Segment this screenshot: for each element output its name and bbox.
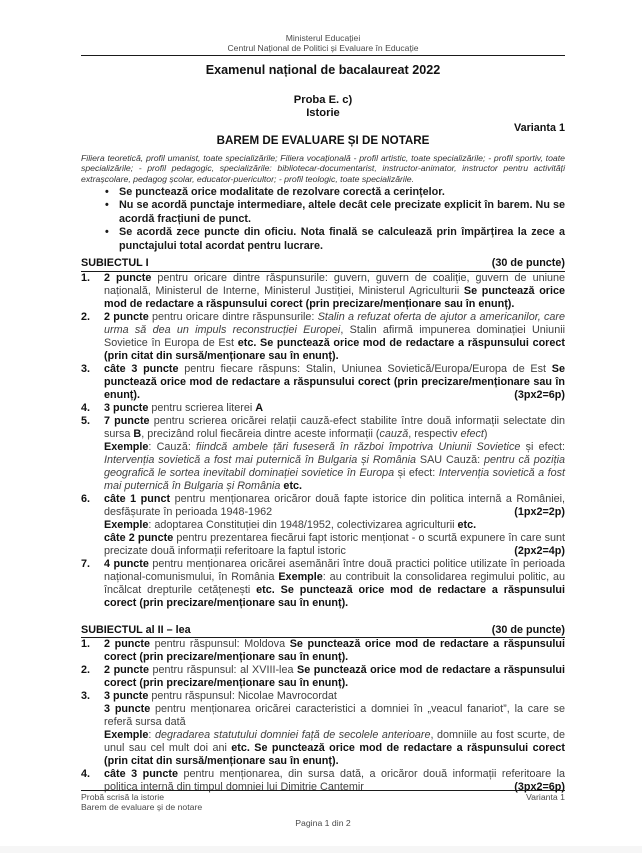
item-paragraph	[104, 363, 565, 402]
rubric-item	[81, 415, 565, 493]
text-run: Exemple	[104, 518, 149, 531]
text-run: etc.	[457, 518, 477, 531]
rubric-item	[81, 664, 565, 690]
item-paragraph	[104, 493, 565, 519]
text-run: Se punctează orice mod de redactare a răspunsului corect (prin precizare/menționare sau în enunț).	[104, 284, 565, 310]
item-body	[104, 493, 565, 558]
text-run: 3 puncte	[104, 690, 149, 703]
item-paragraph	[104, 415, 565, 441]
text-run: câte 2 puncte	[104, 531, 174, 544]
item-paragraph	[104, 638, 565, 664]
text-run: , Stalin afirmă impunerea dominației Uniunii Sovietice în Europa de Est	[104, 323, 565, 349]
item-number: 2.	[81, 310, 91, 323]
ministry-line2: Centrul Național de Politici și Evaluare în Educație	[227, 43, 419, 53]
item-number: 7.	[81, 557, 91, 570]
text-run: 2 puncte	[104, 664, 149, 677]
text-run: pentru oricare dintre răspunsurile: guvern, guvern de coaliție, guvern de uniune națională, Ministerul de Interne, Ministerul Justiției, Ministerul Agriculturii	[104, 271, 565, 297]
item-paragraph	[104, 272, 565, 311]
item-body	[104, 272, 565, 311]
text-run: 2 puncte	[104, 638, 151, 651]
item-number: 4.	[81, 401, 91, 414]
item-body	[104, 415, 565, 493]
text-run: , precizând rolul fiecăreia dintre aceste informații (	[141, 427, 380, 440]
text-run: pentru răspunsul: Nicolae Mavrocordat	[148, 690, 337, 703]
section-title: SUBIECTUL al II – lea	[81, 623, 191, 636]
item-body	[104, 638, 565, 664]
rubric-item	[81, 363, 565, 402]
item-number: 2.	[81, 664, 91, 677]
proba-line: Proba E. c)	[293, 94, 353, 106]
text-run: )	[483, 427, 488, 440]
text-run: pentru menționarea oricărei caracteristici a domniei în „veacul fanariot”, la care se referă sursa dată	[104, 703, 565, 729]
ministry-header	[81, 33, 565, 53]
section-heading	[81, 624, 565, 639]
item-number: 6.	[81, 492, 91, 505]
text-run: pentru menționarea oricărei asemănări între două practici politice utilizate în perioada național-comunismului, în România	[104, 557, 565, 583]
text-run: pentru scrierea literei	[148, 401, 256, 414]
text-run: fiindcă ambele țări fuseseră în război împotriva Uniunii Sovietice	[196, 440, 521, 453]
section	[81, 257, 565, 610]
text-run: :	[148, 729, 155, 742]
rubric-item	[81, 311, 565, 363]
item-paragraph	[104, 558, 565, 610]
item-body	[104, 690, 565, 768]
rubric-item	[81, 402, 565, 415]
score-label: (2px2=4p)	[514, 544, 565, 557]
score-label: (3px2=6p)	[514, 388, 565, 401]
ministry-line1: Ministerul Educației	[285, 33, 361, 43]
rubric-item	[81, 558, 565, 610]
page-footer	[81, 790, 565, 828]
rubric-item	[81, 493, 565, 558]
item-body	[104, 363, 565, 402]
text-run: pentru oricare dintre răspunsurile:	[148, 310, 318, 323]
footer-row	[81, 792, 565, 802]
text-run: , domniile au fost scurte, de unul sau cel mult doi ani	[104, 729, 566, 755]
text-run: 2 puncte	[104, 271, 152, 284]
page-edge-strip	[0, 846, 642, 853]
item-paragraph	[104, 402, 565, 415]
text-run: pentru scrierea oricărei relații cauză-efect stabilite între două informații selectate din sursa	[104, 414, 565, 440]
section-heading	[81, 257, 565, 272]
rules-bullet-list	[105, 186, 565, 253]
barem-title: BAREM DE EVALUARE ȘI DE NOTARE	[216, 134, 430, 148]
text-run: pentru menționarea oricăror două fapte istorice din politica internă a României, desfășurate în perioada 1948-1962	[104, 492, 565, 518]
filiera-note: Filiera teoretică, profil umanist, toate specializările; Filiera vocațională - profil artistic, toate specializările; - profil sportiv, toate specializările; - profil pedagogic, specializările: bibliotecar-documentarist, instructor-animator, instructor pentru activități extrașcolare, pedagog școlar, educator-puericultor; - profil teologic, toate specializările.	[81, 153, 565, 184]
exam-title: Examenul național de bacalaureat 2022	[205, 63, 441, 77]
sections-container	[81, 257, 565, 794]
item-paragraph	[104, 519, 565, 532]
item-number: 3.	[81, 690, 91, 703]
item-number: 1.	[81, 638, 91, 651]
text-run: etc. Se punctează orice mod de redactare a răspunsului corect (prin precizare/menționare sau în enunț).	[104, 583, 565, 609]
section-title: SUBIECTUL I	[81, 257, 149, 270]
text-run: Se punctează orice mod de redactare a răspunsului corect (prin precizare/menționare sau în enunț).	[104, 664, 565, 690]
page-number: Pagina 1 din 2	[295, 817, 351, 828]
item-paragraph	[104, 311, 565, 363]
text-run: SAU Cauză:	[416, 453, 485, 466]
text-run: Exemple	[104, 729, 149, 742]
text-run: A	[255, 401, 264, 414]
item-paragraph	[104, 729, 565, 768]
text-run: pentru fiecare răspuns: Stalin, Uniunea Sovietică/Europa/Europa de Est	[178, 362, 552, 375]
item-paragraph	[104, 532, 565, 558]
text-run: Exemple	[104, 440, 149, 453]
text-run: Se punctează orice mod de redactare a răspunsului corect (prin precizare/menționare sau în enunț).	[104, 638, 565, 664]
item-number: 3.	[81, 362, 91, 375]
text-run: pentru răspunsul: Moldova	[150, 638, 290, 651]
text-run: Se punctează orice mod de redactare a răspunsului corect (prin precizare/menționare sau în enunț).	[104, 362, 565, 401]
score-label: (3px2=6p)	[514, 781, 565, 794]
text-run: etc.	[280, 479, 303, 492]
text-run: pentru că poziția geografică le sortea inevitabil dominației sovietice în Europa	[104, 453, 565, 479]
text-run: 4 puncte	[104, 557, 149, 570]
text-run: efect	[460, 427, 484, 440]
text-run: 2 puncte	[104, 310, 149, 323]
text-run: Stalin a refuzat oferta de ajutor a americanilor, care urma să dea un impuls reconstrucției Europei	[104, 310, 566, 336]
text-run: câte 3 puncte	[104, 768, 179, 781]
text-run: Exemple	[278, 570, 323, 583]
text-run: pentru răspunsul: al XVIII-lea	[148, 664, 298, 677]
item-body	[104, 664, 565, 690]
text-run: și efect:	[394, 466, 439, 479]
section-points: (30 de puncte)	[491, 257, 565, 270]
rubric-item	[81, 272, 565, 311]
item-body	[104, 311, 565, 363]
bullet-item: • Se punctează orice modalitate de rezolvare corectă a cerințelor.	[105, 186, 565, 199]
page-content	[81, 33, 565, 794]
rubric-item	[81, 690, 565, 768]
text-run: etc. Se punctează orice mod de redactare a răspunsului corect (prin citat din sursă/menționare sau în enunț).	[104, 336, 565, 362]
text-run: B	[133, 427, 142, 440]
text-run: cauză	[379, 427, 409, 440]
text-run: pentru prezentarea fiecărui fapt istoric menționat - o scurtă expunere în care sunt precizate două informații referitoare la faptul istoric	[104, 531, 565, 557]
text-run: degradarea statutului domniei față de secolele anterioare	[154, 729, 431, 742]
section	[81, 624, 565, 795]
footer-left-line1: Probă scrisă la istorie	[81, 792, 165, 802]
item-body	[104, 558, 565, 610]
text-run: : adoptarea Constituției din 1948/1952, colectivizarea agriculturii	[148, 518, 458, 531]
item-paragraph	[104, 664, 565, 690]
text-run: 7 puncte	[104, 414, 150, 427]
footer-left-line2: Barem de evaluare și de notare	[81, 802, 203, 813]
item-number: 4.	[81, 768, 91, 781]
item-paragraph	[104, 441, 565, 493]
item-number: 1.	[81, 271, 91, 284]
text-run: pentru menționarea, din sursa dată, a oricăror două informații referitoare la politica internă din timpul domniei lui Dimitrie Cantemir	[104, 768, 565, 794]
item-paragraph	[104, 703, 565, 729]
text-run: Intervenția sovietică a fost mai puternică în Bulgaria și România	[104, 453, 417, 466]
section-points: (30 de puncte)	[491, 623, 565, 636]
variant-label: Varianta 1	[513, 122, 565, 135]
bullet-item: • Nu se acordă punctaje intermediare, altele decât cele precizate explicit în barem. Nu se acordă fracțiuni de punct.	[105, 199, 565, 226]
text-run: : Cauză:	[148, 440, 197, 453]
proba-block	[81, 94, 565, 119]
text-run: câte 1 punct	[104, 492, 171, 505]
text-run: 3 puncte	[104, 703, 151, 716]
subject-line: Istorie	[306, 106, 340, 119]
score-label: (1px2=2p)	[514, 505, 565, 518]
item-number: 5.	[81, 414, 91, 427]
footer-variant: Varianta 1	[526, 792, 565, 802]
text-run: , respectiv	[408, 427, 461, 440]
header-divider	[81, 55, 565, 56]
text-run: 3 puncte	[104, 401, 149, 414]
text-run: Intervenția sovietică a fost mai puternică în Bulgaria și România	[104, 466, 565, 492]
text-run: câte 3 puncte	[104, 362, 179, 375]
text-run: : au contribuit la consolidarea regimului politic, au încălcat drepturile cetățenești	[104, 570, 565, 596]
text-run: și efect:	[520, 440, 565, 453]
item-paragraph	[104, 690, 565, 703]
rubric-item	[81, 638, 565, 664]
item-body	[104, 402, 565, 415]
text-run: etc. Se punctează orice mod de redactare a răspunsului corect (prin citat din sursă/menționare sau în enunț).	[104, 742, 565, 768]
bullet-item: • Se acordă zece puncte din oficiu. Nota finală se calculează prin împărțirea la zece a punctajului total acordat pentru lucrare.	[105, 226, 565, 253]
